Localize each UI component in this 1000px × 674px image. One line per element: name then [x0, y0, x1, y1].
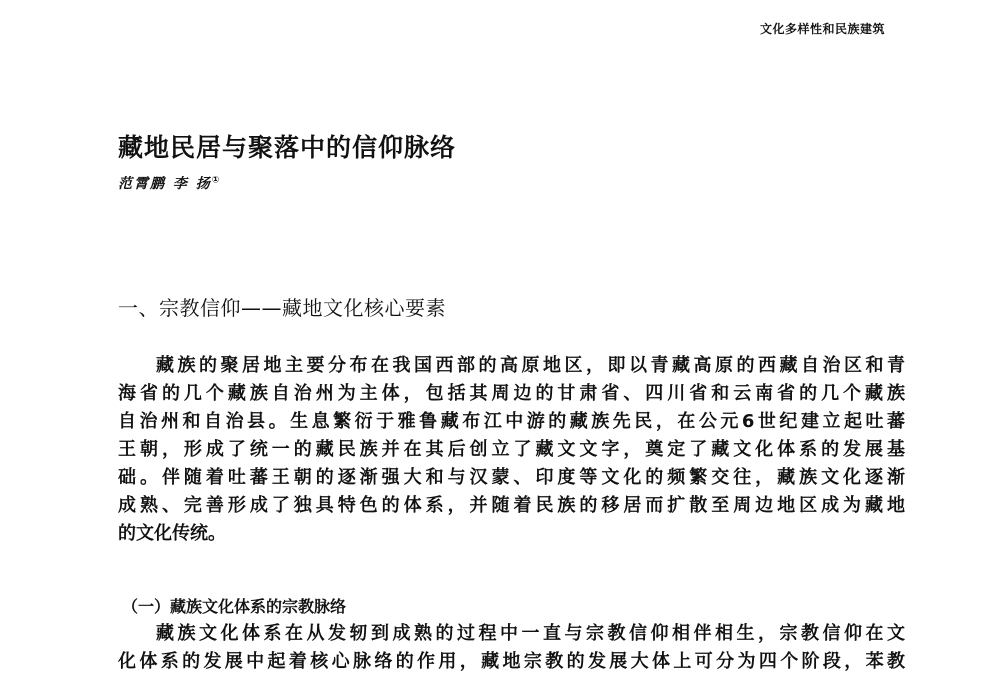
article-title: 藏地民居与聚落中的信仰脉络 — [118, 133, 457, 162]
paragraph-line: 海省的几个藏族自治州为主体，包括其周边的甘肃省、四川省和云南省的几个藏族 — [118, 383, 905, 404]
paragraph-line: 藏族文化体系在从发轫到成熟的过程中一直与宗教信仰相伴相生，宗教信仰在文 — [156, 623, 905, 644]
paragraph-line: 的文化传统。 — [118, 523, 226, 544]
section-heading: 一、宗教信仰——藏地文化核心要素 — [118, 296, 446, 320]
paragraph-line: 础。伴随着吐蕃王朝的逐渐强大和与汉蒙、印度等文化的频繁交往，藏族文化逐渐 — [118, 467, 905, 488]
paragraph-line: 王朝，形成了统一的藏民族并在其后创立了藏文文字，奠定了藏文化体系的发展基 — [118, 439, 905, 460]
running-header: 文化多样性和民族建筑 — [760, 22, 886, 36]
paragraph-line: 成熟、完善形成了独具特色的体系，并随着民族的移居而扩散至周边地区成为藏地 — [118, 495, 905, 516]
paragraph-line: 化体系的发展中起着核心脉络的作用，藏地宗教的发展大体上可分为四个阶段，苯教 — [118, 651, 905, 672]
paragraph-line: 自治州和自治县。生息繁衍于雅鲁藏布江中游的藏族先民，在公元6世纪建立起吐蕃 — [118, 411, 905, 432]
paragraph-line: 藏族的聚居地主要分布在我国西部的高原地区，即以青藏高原的西藏自治区和青 — [156, 355, 905, 376]
subsection-heading: （一）藏族文化体系的宗教脉络 — [122, 597, 347, 616]
footnote-mark: ① — [211, 175, 222, 186]
author-names: 范霄鹏 李 扬 — [118, 176, 212, 192]
article-authors — [118, 173, 221, 193]
